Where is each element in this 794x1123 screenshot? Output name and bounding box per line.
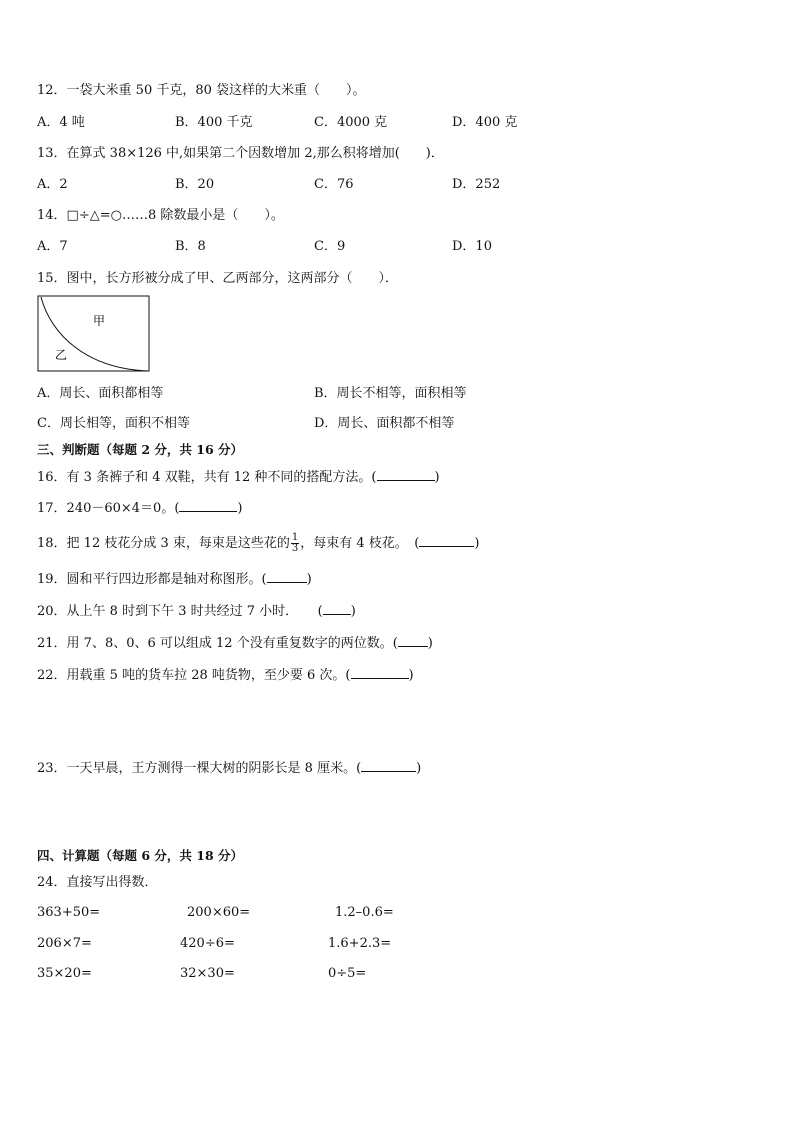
q13-option-b[interactable]: B．20 — [175, 177, 215, 192]
q19 — [37, 570, 312, 589]
q24-r1-c1: 363+50= — [37, 905, 101, 920]
q12-stem: 12．一袋大米重 50 千克，80 袋这样的大米重（ ）。 — [37, 83, 366, 98]
q17-close: ) — [237, 501, 243, 516]
q23-answer-blank[interactable] — [361, 759, 416, 772]
q21 — [37, 634, 433, 653]
q14-option-d[interactable]: D．10 — [452, 239, 492, 254]
q18-text-b: ，每束有 4 枝花。 ( — [300, 536, 420, 551]
q24-r2-c2: 420÷6= — [180, 936, 235, 951]
section-3-title: 三、判断题（每题 2 分，共 16 分） — [37, 442, 244, 457]
q22-close: ) — [408, 668, 414, 683]
label-yi: 乙 — [55, 348, 68, 362]
label-jia: 甲 — [93, 314, 106, 328]
q13-option-a[interactable]: A．2 — [37, 177, 68, 192]
q17-answer-blank[interactable] — [179, 499, 237, 512]
q20 — [37, 602, 356, 621]
q15-stem: 15．图中，长方形被分成了甲、乙两部分，这两部分（ ）． — [37, 271, 399, 286]
q13-option-c[interactable]: C．76 — [314, 177, 354, 192]
q20-answer-blank[interactable] — [323, 602, 351, 615]
q12-option-c[interactable]: C．4000 克 — [314, 115, 388, 130]
q15-option-a[interactable]: A．周长、面积都相等 — [37, 386, 164, 401]
q18-close: ) — [474, 536, 480, 551]
q14-option-a[interactable]: A．7 — [37, 239, 68, 254]
q23-close: ) — [416, 761, 422, 776]
q13-stem: 13．在算式 38×126 中,如果第二个因数增加 2,那么积将增加( )． — [37, 146, 444, 161]
fraction-numerator: 1 — [291, 532, 299, 543]
q24-r3-c1: 35×20= — [37, 966, 92, 981]
q14-option-b[interactable]: B．8 — [175, 239, 206, 254]
q22 — [37, 666, 414, 685]
rectangle-figure — [37, 295, 151, 373]
q16 — [37, 468, 440, 487]
q16-close: ) — [434, 470, 440, 485]
q22-text: 22．用载重 5 吨的货车拉 28 吨货物，至少要 6 次。( — [37, 668, 351, 683]
q12-option-b[interactable]: B．400 千克 — [175, 115, 253, 130]
q21-answer-blank[interactable] — [398, 634, 428, 647]
q24-r1-c3: 1.2–0.6= — [335, 905, 394, 920]
section-4-title: 四、计算题（每题 6 分，共 18 分） — [37, 848, 244, 863]
q12-option-a[interactable]: A．4 吨 — [37, 115, 85, 130]
q24-r3-c3: 0÷5= — [328, 966, 367, 981]
q24-r2-c3: 1.6+2.3= — [328, 936, 392, 951]
q18 — [37, 533, 479, 554]
q18-text-a: 18．把 12 枝花分成 3 束，每束是这些花的 — [37, 536, 290, 551]
q24-r1-c2: 200×60= — [187, 905, 251, 920]
q24-stem: 24．直接写出得数． — [37, 875, 158, 890]
q19-text: 19．圆和平行四边形都是轴对称图形。( — [37, 572, 267, 587]
q17-text: 17．240－60×4＝0。( — [37, 501, 180, 516]
q20-text: 20．从上午 8 时到下午 3 时共经过 7 小时． ( — [37, 604, 323, 619]
q15-option-c[interactable]: C．周长相等，面积不相等 — [37, 416, 190, 431]
q17 — [37, 499, 242, 518]
q24-r3-c2: 32×30= — [180, 966, 235, 981]
fraction-denominator: 3 — [291, 543, 299, 554]
q21-text: 21．用 7、8、0、6 可以组成 12 个没有重复数字的两位数。( — [37, 636, 398, 651]
q15-option-d[interactable]: D．周长、面积都不相等 — [314, 416, 455, 431]
q21-close: ) — [427, 636, 433, 651]
q19-close: ) — [306, 572, 312, 587]
q20-close: ) — [350, 604, 356, 619]
q18-answer-blank[interactable] — [419, 534, 474, 547]
fraction-one-third — [291, 533, 299, 554]
q12-option-d[interactable]: D．400 克 — [452, 115, 518, 130]
q14-option-c[interactable]: C．9 — [314, 239, 346, 254]
q23 — [37, 759, 421, 778]
q16-answer-blank[interactable] — [377, 468, 435, 481]
q19-answer-blank[interactable] — [267, 570, 307, 583]
q14-stem: 14．□÷△=○……8 除数最小是（ ）。 — [37, 208, 284, 223]
q22-answer-blank[interactable] — [351, 666, 409, 679]
q13-option-d[interactable]: D．252 — [452, 177, 501, 192]
q23-text: 23．一天早晨，王方测得一棵大树的阴影长是 8 厘米。( — [37, 761, 362, 776]
q15-option-b[interactable]: B．周长不相等，面积相等 — [314, 386, 467, 401]
q24-r2-c1: 206×7= — [37, 936, 92, 951]
q16-text: 16．有 3 条裤子和 4 双鞋，共有 12 种不同的搭配方法。( — [37, 470, 377, 485]
